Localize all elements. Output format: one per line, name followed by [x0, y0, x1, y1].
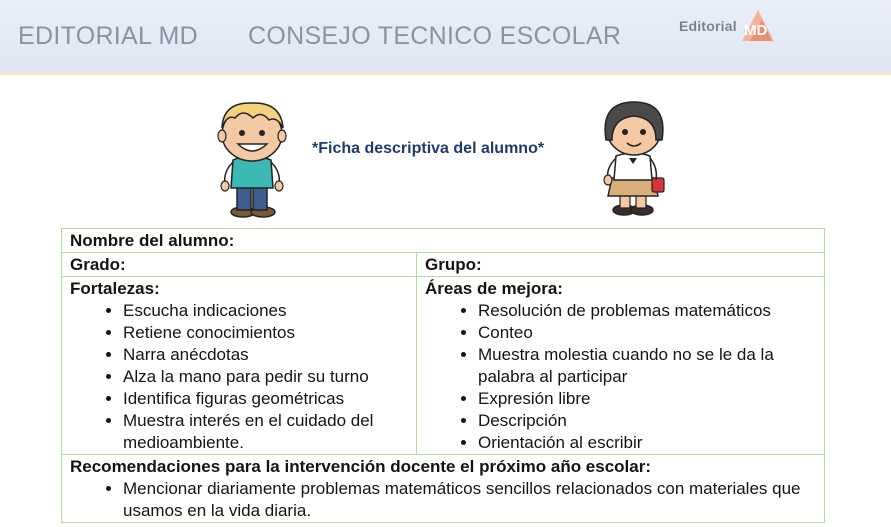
boy-student-illustration: [213, 100, 293, 218]
grade-label: Grado:: [62, 253, 417, 277]
header-title: EDITORIAL MD: [18, 22, 199, 50]
list-item: • Escucha indicaciones: [123, 300, 408, 322]
improvement-label: Áreas de mejora:: [425, 279, 563, 298]
student-name-label: Nombre del alumno:: [62, 229, 825, 253]
strengths-improvements-row: [62, 277, 825, 455]
recommendations-cell: [62, 455, 825, 523]
list-item: • Orientación al escribir: [478, 432, 816, 454]
list-item: • Muestra molestia cuando no se le da la palabra al participar: [478, 344, 816, 388]
document-title: *Ficha descriptiva del alumno*: [312, 140, 545, 157]
list-item: • Alza la mano para pedir su turno: [123, 366, 408, 388]
list-item: • Narra anécdotas: [123, 344, 408, 366]
grade-group-row: [62, 253, 825, 277]
list-item: • Mencionar diariamente problemas matemáticos sencillos relacionados con materiales que usamos en la vida diaria.: [123, 478, 816, 522]
list-item: • Retiene conocimientos: [123, 322, 408, 344]
improvement-cell: [417, 277, 825, 455]
student-record-table: [61, 228, 825, 523]
logo-badge-icon: [736, 6, 776, 46]
girl-student-illustration: [594, 98, 674, 216]
list-item: • Descripción: [478, 410, 816, 432]
editorial-md-logo: [676, 6, 776, 46]
recommendations-row: [62, 455, 825, 523]
list-item: • Expresión libre: [478, 388, 816, 410]
list-item: • Conteo: [478, 322, 816, 344]
page-header: [0, 0, 891, 75]
student-name-row: [62, 229, 825, 253]
logo-text: Editorial: [679, 18, 737, 34]
strengths-cell: [62, 277, 417, 455]
list-item: • Identifica figuras geométricas: [123, 388, 408, 410]
group-label: Grupo:: [417, 253, 825, 277]
recommendations-list: [70, 478, 816, 522]
recommendations-label: Recomendaciones para la intervención docente el próximo año escolar:: [70, 457, 652, 476]
logo-badge-text: MD: [744, 22, 768, 39]
list-item: • Resolución de problemas matemáticos: [478, 300, 816, 322]
improvement-list: [425, 300, 816, 454]
header-subtitle: CONSEJO TECNICO ESCOLAR: [248, 22, 622, 50]
list-item: • Muestra interés en el cuidado del medioambiente.: [123, 410, 408, 454]
strengths-label: Fortalezas:: [70, 279, 160, 298]
strengths-list: [70, 300, 408, 454]
